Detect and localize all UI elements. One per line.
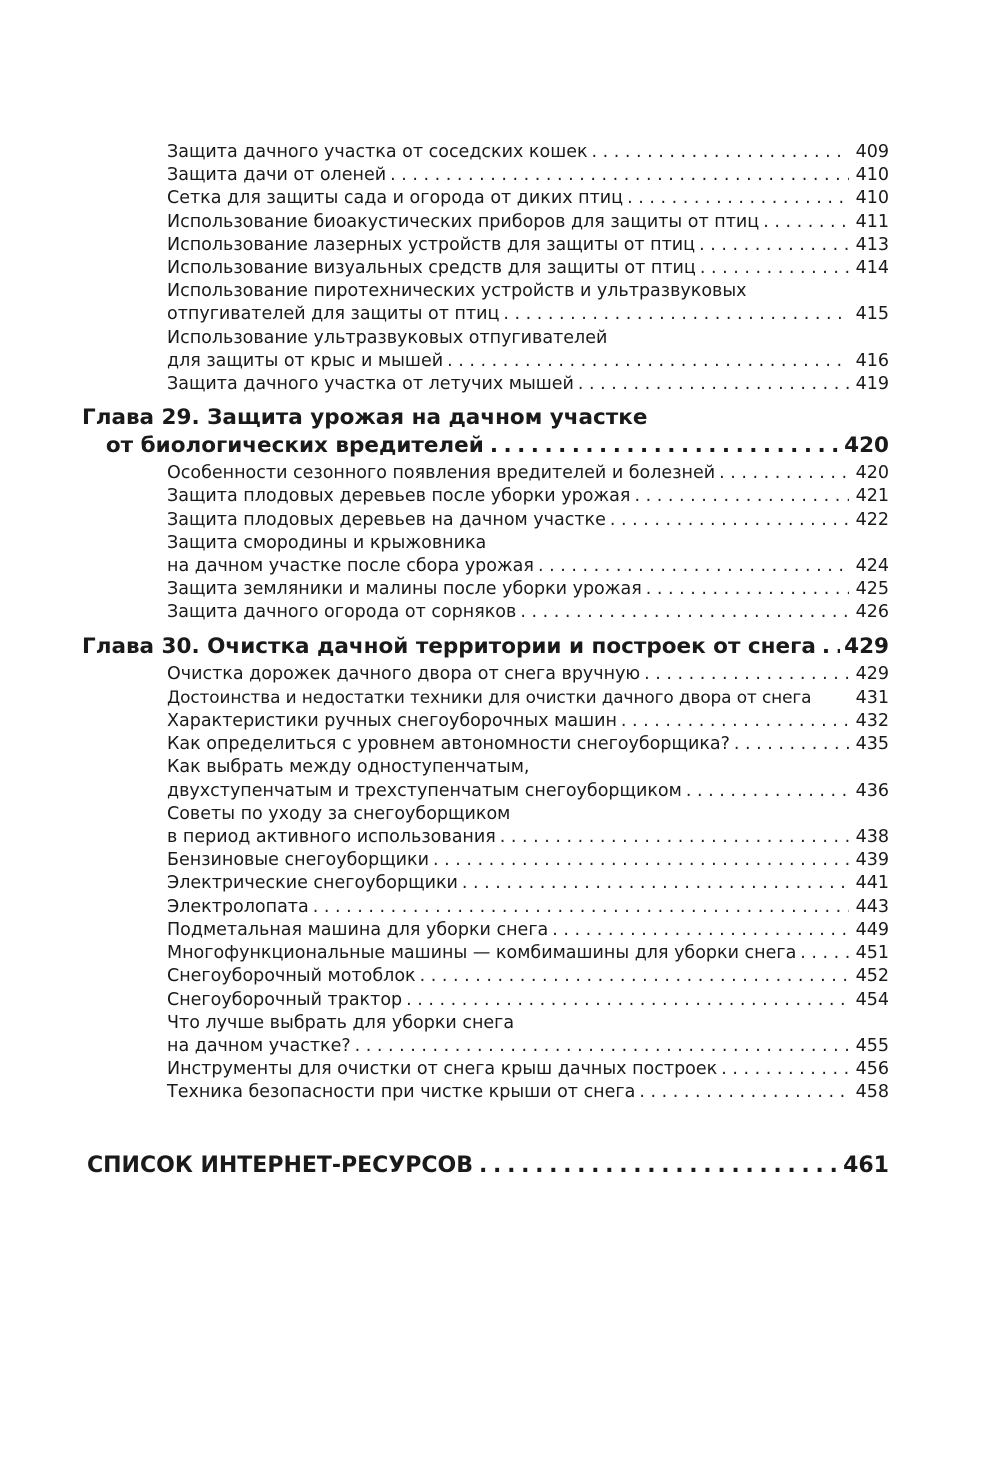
- page-number: 410: [855, 188, 889, 209]
- leader-dots: [644, 663, 849, 686]
- page-number: 419: [855, 374, 889, 395]
- leader-dots: [538, 555, 849, 578]
- leader-dots: [433, 849, 849, 872]
- toc-entry[interactable]: [167, 234, 889, 257]
- leader-dots: [646, 578, 849, 601]
- page-number: 435: [855, 734, 889, 755]
- page-number: 438: [855, 827, 889, 848]
- entry-title-lead: Как выбрать между одноступенчатым,: [167, 757, 530, 778]
- leader-dots: [610, 509, 849, 532]
- toc-entry[interactable]: [167, 733, 889, 756]
- entry-title: Электрические снегоуборщики: [167, 873, 458, 894]
- page-number: 415: [855, 304, 889, 325]
- entry-title: Использование биоакустических приборов для защиты от птиц: [167, 211, 760, 232]
- page-number: 413: [855, 234, 889, 255]
- toc-entry[interactable]: [167, 663, 889, 686]
- entry-title: Электролопата: [167, 896, 309, 917]
- entry-title: Инструменты для очистки от снега крыш дачных построек: [167, 1059, 718, 1080]
- leader-dots: [420, 965, 849, 988]
- toc-entry[interactable]: [167, 686, 889, 710]
- entry-title: Использование лазерных устройств для защиты от птиц: [167, 234, 696, 255]
- toc-entry[interactable]: [167, 462, 889, 485]
- leader-dots: [627, 187, 849, 210]
- toc-entry[interactable]: [167, 211, 889, 234]
- leader-dots: [763, 211, 849, 234]
- page-number: 409: [855, 142, 889, 162]
- entry-title: Бензиновые снегоуборщики: [167, 850, 429, 871]
- toc-entry[interactable]: [167, 509, 889, 532]
- leader-dots: [447, 350, 849, 373]
- chapter-29-heading[interactable]: [82, 404, 889, 460]
- entry-title: Особенности сезонного появления вредителей и болезней: [167, 463, 716, 484]
- toc-entry[interactable]: [167, 578, 889, 601]
- resources-title: СПИСОК ИНТЕРНЕТ-РЕСУРСОВ: [87, 1153, 474, 1178]
- leader-dots: [490, 432, 840, 460]
- page-number: 424: [855, 556, 889, 577]
- entry-title: Техника безопасности при чистке крыши от снега: [167, 1082, 636, 1103]
- entry-title: Защита дачного участка от соседских кошек: [167, 142, 588, 162]
- leader-dots: [822, 633, 840, 661]
- leader-dots: [686, 780, 849, 803]
- page-number: 420: [844, 433, 889, 459]
- leader-dots: [719, 462, 849, 485]
- leader-dots: [734, 733, 849, 756]
- toc-entry[interactable]: [167, 373, 889, 396]
- leader-dots: [520, 601, 849, 624]
- entry-title-lead: Что лучше выбрать для уборки снега: [167, 1012, 515, 1033]
- toc-entry[interactable]: [167, 187, 889, 210]
- leader-dots: [621, 710, 849, 733]
- page-number: 421: [855, 486, 889, 507]
- chapter-label: Глава 30.: [82, 633, 200, 659]
- page-number: 410: [855, 165, 889, 186]
- entry-title: Достоинства и недостатки техники для очистки дачного двора от снега: [167, 686, 812, 707]
- toc-entry[interactable]: [167, 756, 889, 802]
- toc-entry[interactable]: [167, 803, 889, 849]
- leader-dots: [406, 989, 849, 1012]
- page-number: 422: [855, 509, 889, 530]
- entry-title-lead: Использование ультразвуковых отпугивателей: [167, 327, 608, 348]
- toc-entry[interactable]: [167, 601, 889, 624]
- internet-resources-heading[interactable]: [87, 1152, 889, 1180]
- chapter-title-line2: от биологических вредителей: [105, 433, 484, 459]
- page-number: 426: [855, 602, 889, 623]
- toc-entry[interactable]: [167, 280, 889, 326]
- toc-entry[interactable]: [167, 141, 889, 164]
- toc-entry[interactable]: [167, 485, 889, 508]
- leader-dots: [390, 164, 849, 187]
- toc-entry[interactable]: [167, 1081, 889, 1104]
- entry-title: в период активного использования: [167, 827, 496, 848]
- entry-title: Защита дачи от оленей: [167, 165, 387, 186]
- table-of-contents: [0, 141, 1000, 1105]
- entry-title-lead: Использование пиротехнических устройств и ультразвуковых: [167, 281, 747, 302]
- entry-title: Снегоуборочный трактор: [167, 989, 403, 1010]
- entry-title: на дачном участке после сбора урожая: [167, 556, 534, 577]
- page-number: 454: [855, 989, 889, 1010]
- toc-entry[interactable]: [167, 919, 889, 942]
- leader-dots: [313, 896, 849, 919]
- entry-title: для защиты от крыс и мышей: [167, 350, 444, 371]
- page-number: 451: [855, 943, 889, 964]
- page-number: 441: [855, 873, 889, 894]
- toc-entry[interactable]: [167, 896, 889, 919]
- entry-title: Защита дачного участка от летучих мышей: [167, 374, 574, 395]
- entry-title: Подметальная машина для уборки снега: [167, 919, 549, 940]
- page-number: 452: [855, 966, 889, 987]
- page-number: 456: [855, 1059, 889, 1080]
- entry-title: двухступенчатым и трехступенчатым снегоуборщиком: [167, 780, 682, 801]
- entry-title: Использование визуальных средств для защиты от птиц: [167, 258, 696, 279]
- toc-entry[interactable]: [167, 1012, 889, 1058]
- toc-entry[interactable]: [167, 872, 889, 895]
- page-number: 414: [855, 258, 889, 279]
- leader-dots: [552, 919, 849, 942]
- entry-title: Характеристики ручных снегоуборочных машин: [167, 711, 617, 732]
- chapter-label: Глава 29.: [82, 405, 200, 431]
- leader-dots: [500, 826, 849, 849]
- page-number: 425: [855, 579, 889, 600]
- entry-title: Защита плодовых деревьев после уборки урожая: [167, 486, 631, 507]
- leader-dots: [639, 1081, 849, 1104]
- page-number: 420: [855, 463, 889, 484]
- page-number: 429: [855, 663, 889, 684]
- toc-entry[interactable]: [167, 942, 889, 965]
- toc-entry[interactable]: [167, 1058, 889, 1081]
- page-number: 432: [855, 711, 889, 732]
- page-number: 411: [855, 211, 889, 232]
- entry-title: Защита дачного огорода от сорняков: [167, 602, 517, 623]
- page-number: 455: [855, 1035, 889, 1056]
- page-number: 431: [855, 687, 889, 708]
- entry-title: Как определиться с уровнем автономности снегоуборщика?: [167, 734, 730, 755]
- page-number: 416: [855, 350, 889, 371]
- page-number: 458: [855, 1082, 889, 1103]
- leader-dots: [355, 1035, 849, 1058]
- entry-title: Многофункциональные машины — комбимашины для уборки снега: [167, 943, 797, 964]
- chapter-title-line1: Защита урожая на дачном участке: [207, 405, 648, 431]
- leader-dots: [503, 303, 849, 326]
- leader-dots: [700, 257, 849, 280]
- entry-title-lead: Защита смородины и крыжовника: [167, 532, 487, 553]
- leader-dots: [634, 485, 849, 508]
- page-number: 436: [855, 780, 889, 801]
- toc-entry[interactable]: [167, 532, 889, 578]
- page-number: 449: [855, 919, 889, 940]
- leader-dots: [479, 1152, 839, 1180]
- toc-entry[interactable]: [167, 849, 889, 872]
- entry-title: Защита земляники и малины после уборки урожая: [167, 579, 642, 600]
- entry-title: Очистка дорожек дачного двора от снега вручную: [167, 663, 641, 684]
- entry-title: отпугивателей для защиты от птиц: [167, 304, 500, 325]
- page-number: 461: [843, 1153, 889, 1178]
- toc-entry[interactable]: [167, 257, 889, 280]
- chapter-30-heading[interactable]: [82, 633, 889, 661]
- page-number: 443: [855, 896, 889, 917]
- entry-title-lead: Советы по уходу за снегоуборщиком: [167, 803, 511, 824]
- entry-title: Снегоуборочный мотоблок: [167, 966, 416, 987]
- toc-entry[interactable]: [167, 164, 889, 187]
- entry-title: Защита плодовых деревьев на дачном участке: [167, 509, 606, 530]
- leader-dots: [462, 872, 849, 895]
- page-number: 439: [855, 850, 889, 871]
- leader-dots: [721, 1058, 849, 1081]
- toc-entry[interactable]: [167, 327, 889, 373]
- toc-entry[interactable]: [167, 989, 889, 1012]
- toc-entry[interactable]: [167, 965, 889, 988]
- page-number: 429: [844, 633, 889, 659]
- leader-dots: [699, 234, 849, 257]
- leader-dots: [592, 141, 849, 164]
- entry-title: на дачном участке?: [167, 1035, 351, 1056]
- leader-dots: [800, 942, 849, 965]
- toc-entry[interactable]: [167, 710, 889, 733]
- chapter-title: Очистка дачной территории и построек от снега: [207, 633, 816, 659]
- leader-dots: [578, 373, 849, 396]
- entry-title: Сетка для защиты сада и огорода от диких птиц: [167, 188, 624, 209]
